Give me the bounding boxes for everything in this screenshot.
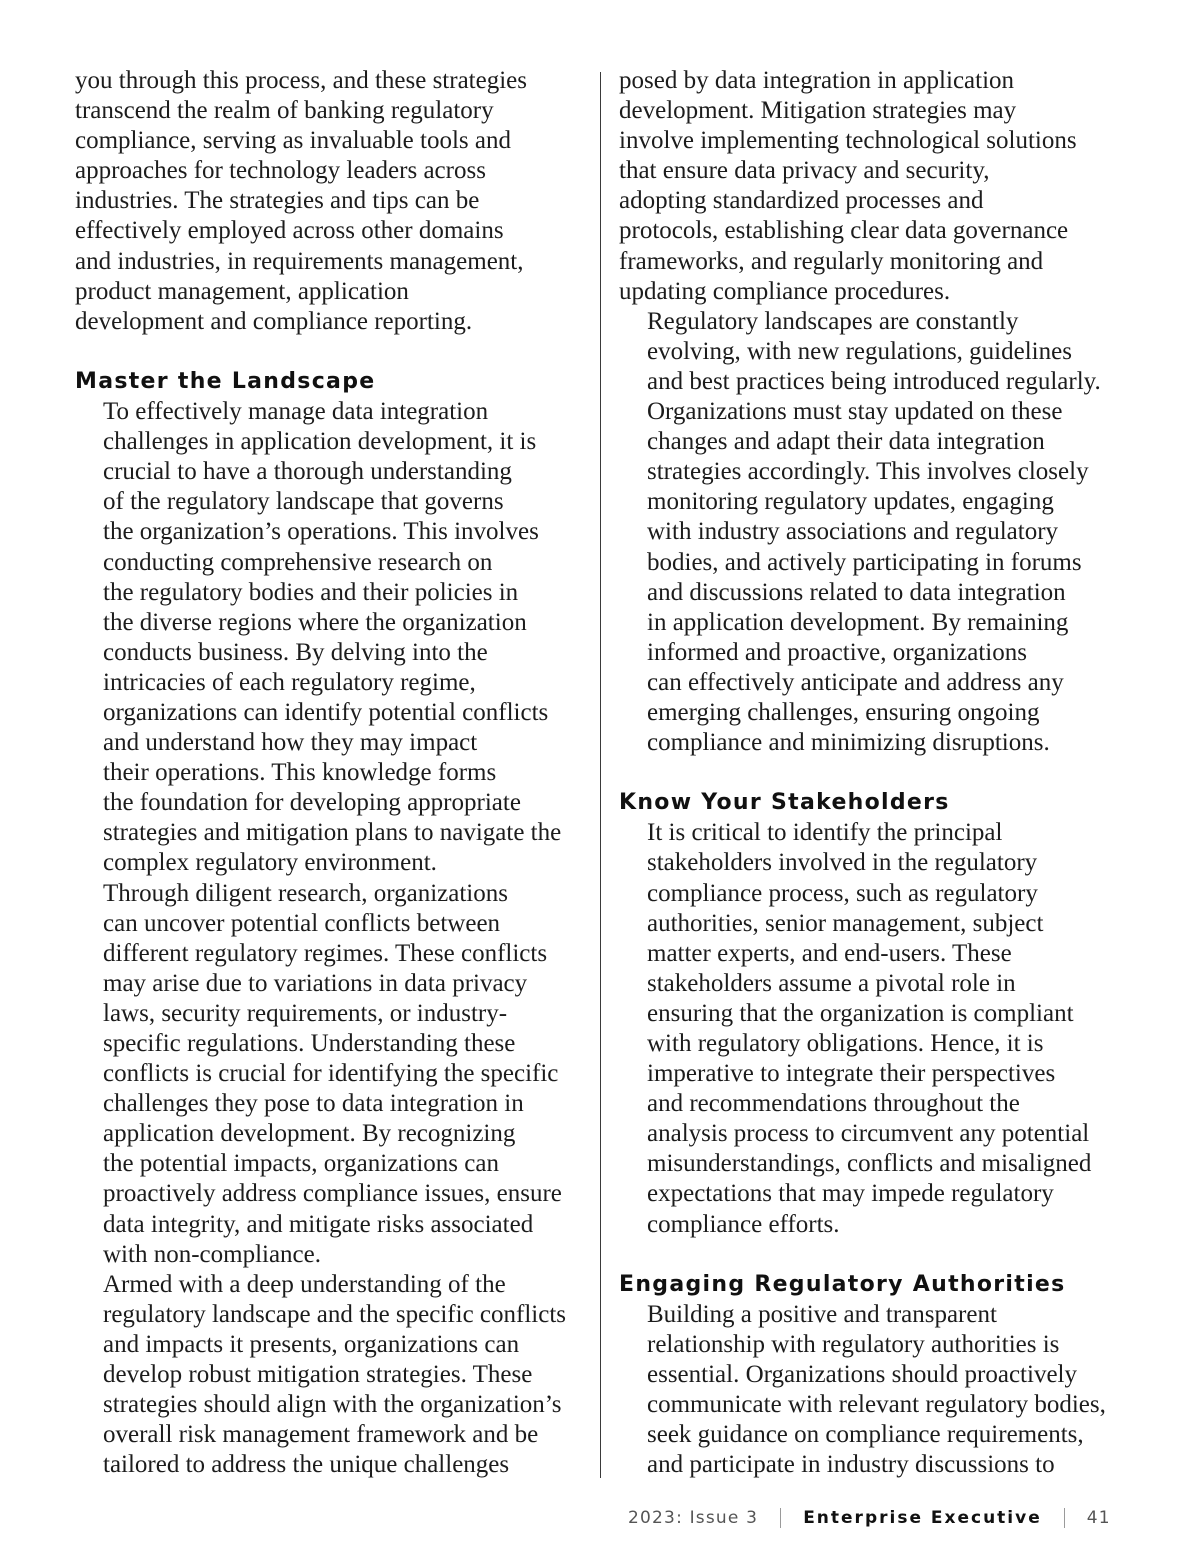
continued-paragraph: posed by data integration in application development. Mitigation strategies may involve implementing technological solutions that ensure data privacy and security, adopting standardized processes and protocols, establishing clear data governance frameworks, and regularly monitoring and updating compliance procedures. — [619, 67, 1077, 305]
section-heading-engaging-regulatory-authorities: Engaging Regulatory Authorities — [619, 1271, 1066, 1297]
body-paragraph: Regulatory landscapes are constantly evolving, with new regulations, guidelines and best practices being introduced regularly. Organizations must stay updated on these changes and adapt their data integration strategies accordingly. This involves closely monitoring regulatory updates, engaging with industry associations and regulatory bodies, and actively participating in forums and discussions related to data integration in application development. By remaining informed and proactive, organizations can effectively anticipate and address any emerging challenges, ensuring ongoing compliance and minimizing disruptions. — [647, 307, 1101, 757]
footer-divider — [1064, 1508, 1065, 1528]
intro-paragraph: you through this process, and these strategies transcend the realm of banking regulatory compliance, serving as invaluable tools and approaches for technology leaders across industries. The strategies and tips can be effectively employed across other domains and industries, in requirements management, product management, application development and compliance reporting. — [75, 67, 527, 335]
body-paragraph: To effectively manage data integration challenges in application development, it is crucial to have a thorough understanding of the regulatory landscape that governs the organization’s operations. This involves conducting comprehensive research on the regulatory bodies and their policies in the diverse regions where the organization conducts business. By delving into the intricacies of each regulatory regime, organizations can identify potential conflicts and understand how they may impact their operations. This knowledge forms the foundation for developing appropriate strategies and mitigation plans to navigate the complex regulatory environment. — [103, 398, 562, 877]
body-paragraph: Through diligent research, organizations can uncover potential conflicts between different regulatory regimes. These conflicts may arise due to variations in data privacy laws, security requirements, or industry- specific regulations. Understanding these conflicts is crucial for identifying the specific challenges they pose to data integration in application development. By recognizing the potential impacts, organizations can proactively address compliance issues, ensure data integrity, and mitigate risks associated with non-compliance. — [103, 879, 562, 1268]
section-heading-know-your-stakeholders: Know Your Stakeholders — [619, 790, 950, 816]
left-column — [75, 66, 587, 1480]
body-paragraph: Building a positive and transparent relationship with regulatory authorities is essential. Organizations should proactively communicate with relevant regulatory bodies, seek guidance on compliance requirements, and participate in industry discussions to — [647, 1300, 1106, 1479]
page-number: 41 — [1086, 1508, 1111, 1528]
issue-label: 2023: Issue 3 — [628, 1508, 759, 1528]
column-divider — [600, 72, 601, 1478]
section-heading-master-the-landscape: Master the Landscape — [75, 368, 376, 394]
footer-divider — [780, 1508, 781, 1528]
body-paragraph: It is critical to identify the principal stakeholders involved in the regulatory compliance process, such as regulatory authorities, senior management, subject matter experts, and end-users. These stakeholders assume a pivotal role in ensuring that the organization is compliant with regulatory obligations. Hence, it is imperative to integrate their perspectives and recommendations throughout the analysis process to circumvent any potential misunderstandings, conflicts and misaligned expectations that may impede regulatory compliance efforts. — [647, 819, 1092, 1238]
page-footer — [628, 1504, 1111, 1532]
right-column — [619, 66, 1121, 1480]
magazine-title: Enterprise Executive — [803, 1508, 1042, 1528]
body-paragraph: Armed with a deep understanding of the regulatory landscape and the specific conflicts and impacts it presents, organizations can develop robust mitigation strategies. These strategies should align with the organization’s overall risk management framework and be tailored to address the unique challenges — [103, 1270, 567, 1479]
